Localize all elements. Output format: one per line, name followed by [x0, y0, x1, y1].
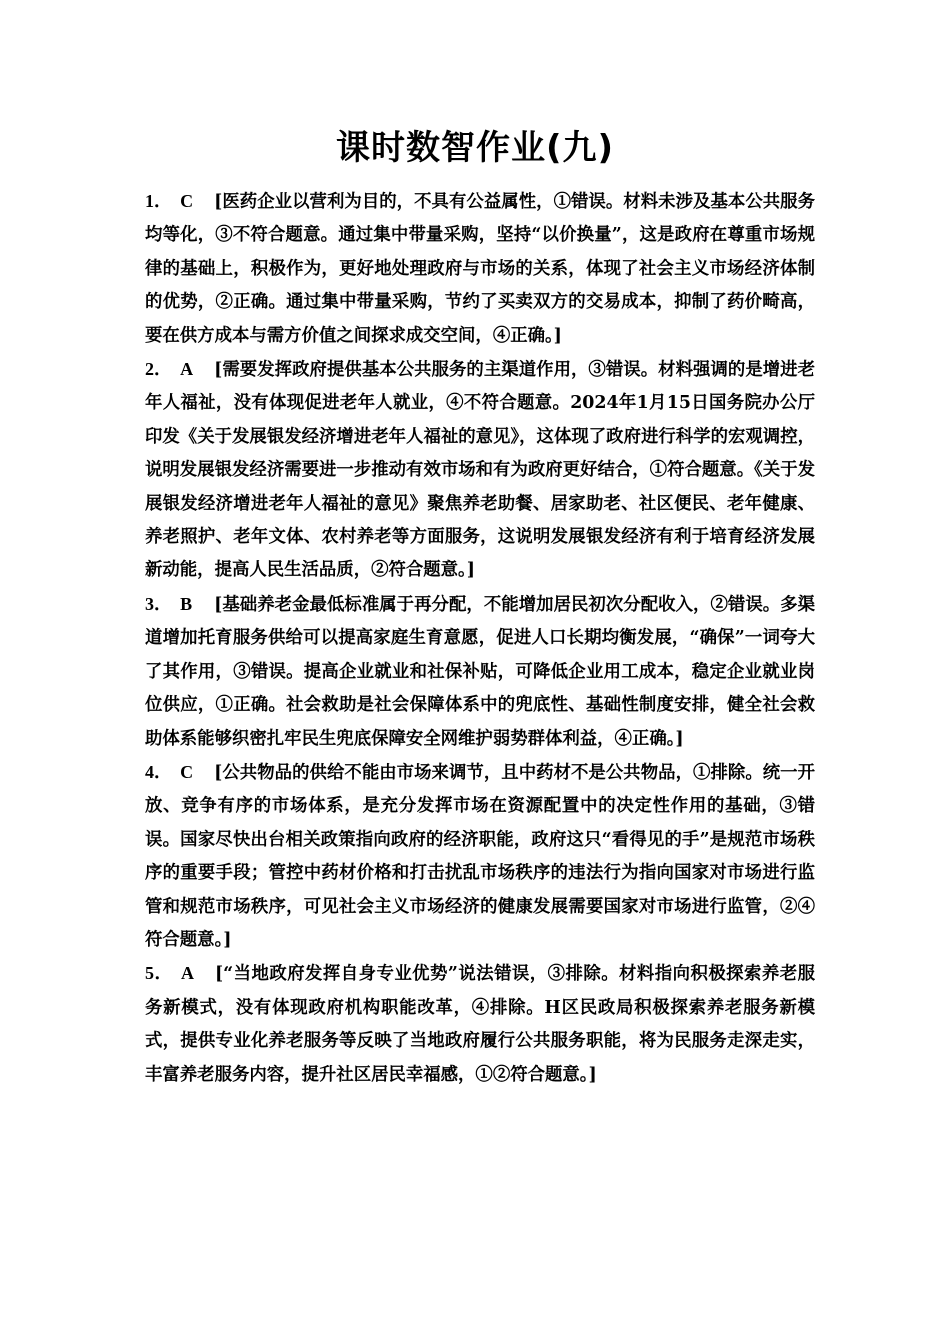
answer-choice: C — [180, 191, 194, 211]
answer-choice: A — [180, 359, 194, 380]
answer-explanation: [医药企业以营利为目的，不具有公益属性，①错误。材料未涉及基本公共服务均等化，③不符合题意。通过集中带量采购，坚持“以价换量”，这是政府在尊重市场规律的基础上，积极作为，更好地处理政府与市场的关系，体现了社会主义市场经济体制的优势，②正确。通过集中带量采购，节约了买卖双方的交易成本，抑制了药价畸高，要在供方成本与需方价值之间探求成交空间，④正确。] — [145, 192, 816, 346]
answer-number: 1． — [145, 191, 173, 211]
answer-item-4 — [145, 756, 815, 957]
answer-explanation: [基础养老金最低标准属于再分配，不能增加居民初次分配收入，②错误。多渠道增加托育服务供给可以提高家庭生育意愿，促进人口长期均衡发展，“确保”一词夸大了其作用，③错误。提高企业就业和社保补贴，可降低企业用工成本，稳定企业就业岗位供应，①正确。社会救助是社会保障体系中的兜底性、基础性制度安排，健全社会救助体系能够织密扎牢民生兜底保障安全网维护弱势群体利益，④正确。] — [145, 594, 816, 749]
answer-number: 4． — [145, 761, 173, 782]
answer-number: 2． — [145, 359, 173, 380]
answer-item-2 — [145, 353, 815, 588]
answer-number: 5． — [145, 963, 173, 984]
answer-number: 3． — [145, 593, 173, 614]
answer-list — [145, 185, 815, 1092]
answer-choice: C — [180, 761, 194, 782]
answer-item-3 — [145, 588, 815, 756]
answer-explanation: [公共物品的供给不能由市场来调节，且中药材不是公共物品，①排除。统一开放、竞争有序的市场体系，是充分发挥市场在资源配置中的决定性作用的基础，③错误。国家尽快出台相关政策指向政府的经济职能，政府这只“看得见的手”是规范市场秩序的重要手段；管控中药材价格和打击扰乱市场秩序的违法行为指向国家对市场进行监管和规范市场秩序，可见社会主义市场经济的健康发展需要国家对市场进行监管，②④符合题意。] — [145, 762, 816, 950]
answer-explanation: [需要发挥政府提供基本公共服务的主渠道作用，③错误。材料强调的是增进老年人福祉，没有体现促进老年人就业，④不符合题意。2024年1月15日国务院办公厅印发《关于发展银发经济增进老年人福祉的意见》，这体现了政府进行科学的宏观调控，说明发展银发经济需要进一步推动有效市场和有为政府更好结合，①符合题意。《关于发展银发经济增进老年人福祉的意见》聚焦养老助餐、居家助老、社区便民、老年健康、养老照护、老年文体、农村养老等方面服务，这说明发展银发经济有利于培育经济发展新动能，提高人民生活品质，②符合题意。] — [145, 360, 816, 581]
answer-choice: A — [180, 963, 194, 984]
answer-explanation: [“当地政府发挥自身专业优势”说法错误，③排除。材料指向积极探索养老服务新模式，没有体现政府机构职能改革，④排除。H区民政局积极探索养老服务新模式，提供专业化养老服务等反映了当地政府履行公共服务职能，将为民服务走深走实，丰富养老服务内容，提升社区居民幸福感，①②符合题意。] — [145, 964, 815, 1085]
answer-item-5 — [145, 957, 815, 1092]
page-title: 课时数智作业(九) — [335, 128, 615, 168]
answer-item-1 — [145, 185, 815, 353]
answer-choice: B — [180, 593, 193, 614]
